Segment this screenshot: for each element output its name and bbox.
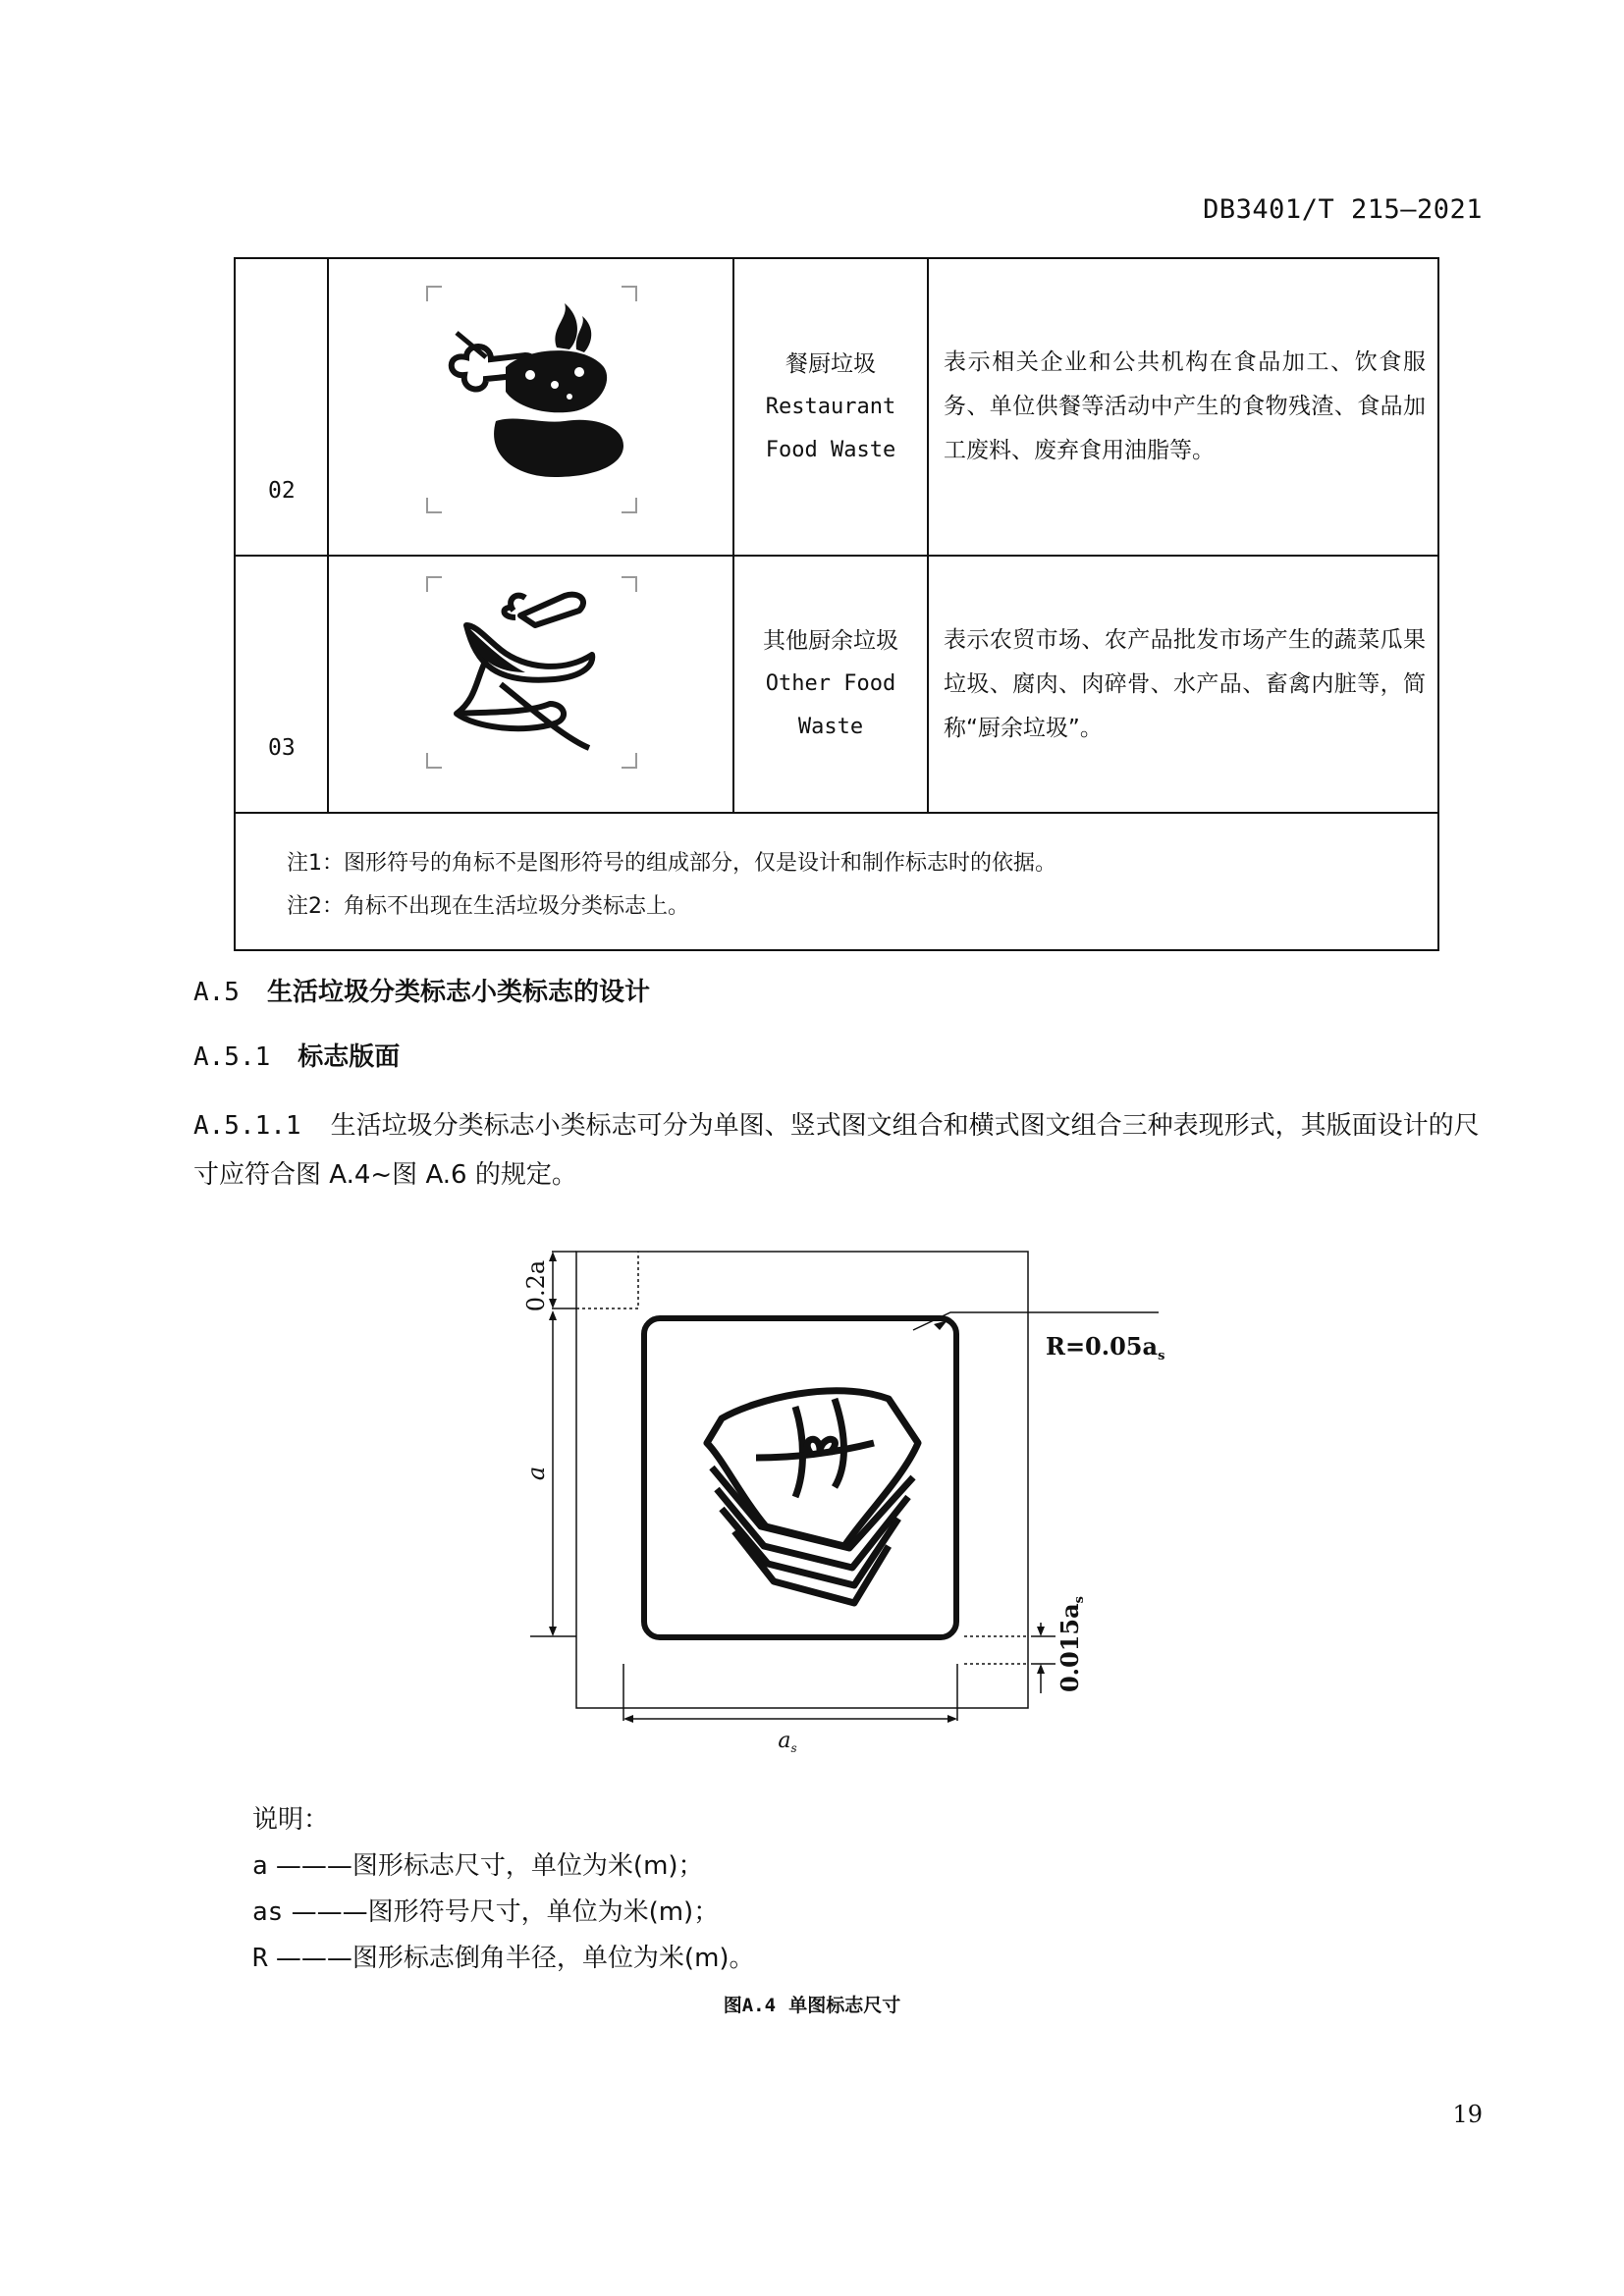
name-en-line2: Food Waste [765,437,896,462]
legend-text: ———图形符号尺寸，单位为米(m)； [283,1897,720,1927]
dim-label-side: a [522,1466,550,1481]
symbol-cell [328,556,733,813]
symbol-cell [328,258,733,556]
dimension-figure [511,1232,1165,1762]
figure-caption [0,1991,1624,2017]
clause-number: A.5.1.1 [193,1111,301,1141]
legend-symbol: R [252,1944,268,1973]
legend-item [252,1845,704,1882]
name-zh: 餐厨垃圾 [785,350,876,377]
caption-number: A.4 [741,1995,777,2016]
legend-item [252,1938,755,1974]
name-zh: 其他厨余垃圾 [763,628,898,654]
section-title: 生活垃圾分类标志小类标志的设计 [266,978,650,1007]
description-cell [928,556,1438,813]
notes-cell [235,813,1438,950]
name-cell [733,258,928,556]
table-row [235,258,1438,556]
page-number: 19 [1452,2101,1483,2128]
row-number: 03 [268,735,296,761]
name-en-line1: Other Food [765,671,896,696]
description-text: 表示相关企业和公共机构在食品加工、饮食服务、单位供餐等活动中产生的食物残渣、食品加工废料、废弃食用油脂等。 [944,349,1426,463]
legend-text: ———图形标志尺寸，单位为米(m)； [267,1851,704,1881]
clause-text: 生活垃圾分类标志小类标志可分为单图、竖式图文组合和横式图文组合三种表现形式，其版面设计的尺寸应符合图 A.4~图 A.6 的规定。 [193,1111,1480,1190]
section-heading-a5 [193,972,650,1008]
legend-item [252,1892,719,1928]
note-2: 注2：角标不出现在生活垃圾分类标志上。 [287,894,689,919]
symbol-table [234,257,1439,951]
dim-label-width: $a_s$ [778,1729,797,1755]
description-cell [928,258,1438,556]
paragraph-a511 [193,1101,1486,1200]
legend-text: ———图形标志倒角半径，单位为米(m)。 [267,1944,755,1973]
dim-label-bottom: $0.015a_s$ [1056,1595,1087,1693]
table-row [235,556,1438,813]
row-number-cell [235,258,328,556]
dim-label-top: 0.2a [522,1259,550,1312]
name-en-line2: Waste [797,715,864,739]
caption-text: 单图标志尺寸 [788,1995,901,2016]
row-number: 02 [268,478,296,504]
dim-label-radius: $R=0.05a_s$ [1046,1332,1165,1363]
section-title: 标志版面 [298,1042,401,1072]
banana-peel-carrot-icon [329,557,734,812]
section-heading-a51 [193,1037,400,1073]
legend-symbol: as [252,1897,284,1927]
legend-symbol: a [252,1851,268,1881]
document-code: DB3401/T 215—2021 [1203,194,1483,225]
row-number-cell [235,556,328,813]
name-cell [733,556,928,813]
section-number: A.5 [193,978,240,1007]
food-waste-pot-icon [329,259,734,555]
note-1: 注1：图形符号的角标不是图形符号的组成部分，仅是设计和制作标志时的依据。 [287,851,1056,876]
caption-prefix: 图 [723,1995,742,2016]
folded-clothes-stack-icon [707,1391,918,1603]
description-text: 表示农贸市场、农产品批发市场产生的蔬菜瓜果垃圾、腐肉、肉碎骨、水产品、畜禽内脏等，简称“厨余垃圾”。 [944,626,1426,741]
name-en-line1: Restaurant [765,394,896,419]
notes-row [235,813,1438,950]
section-number: A.5.1 [193,1042,271,1072]
legend-title: 说明： [252,1805,330,1835]
